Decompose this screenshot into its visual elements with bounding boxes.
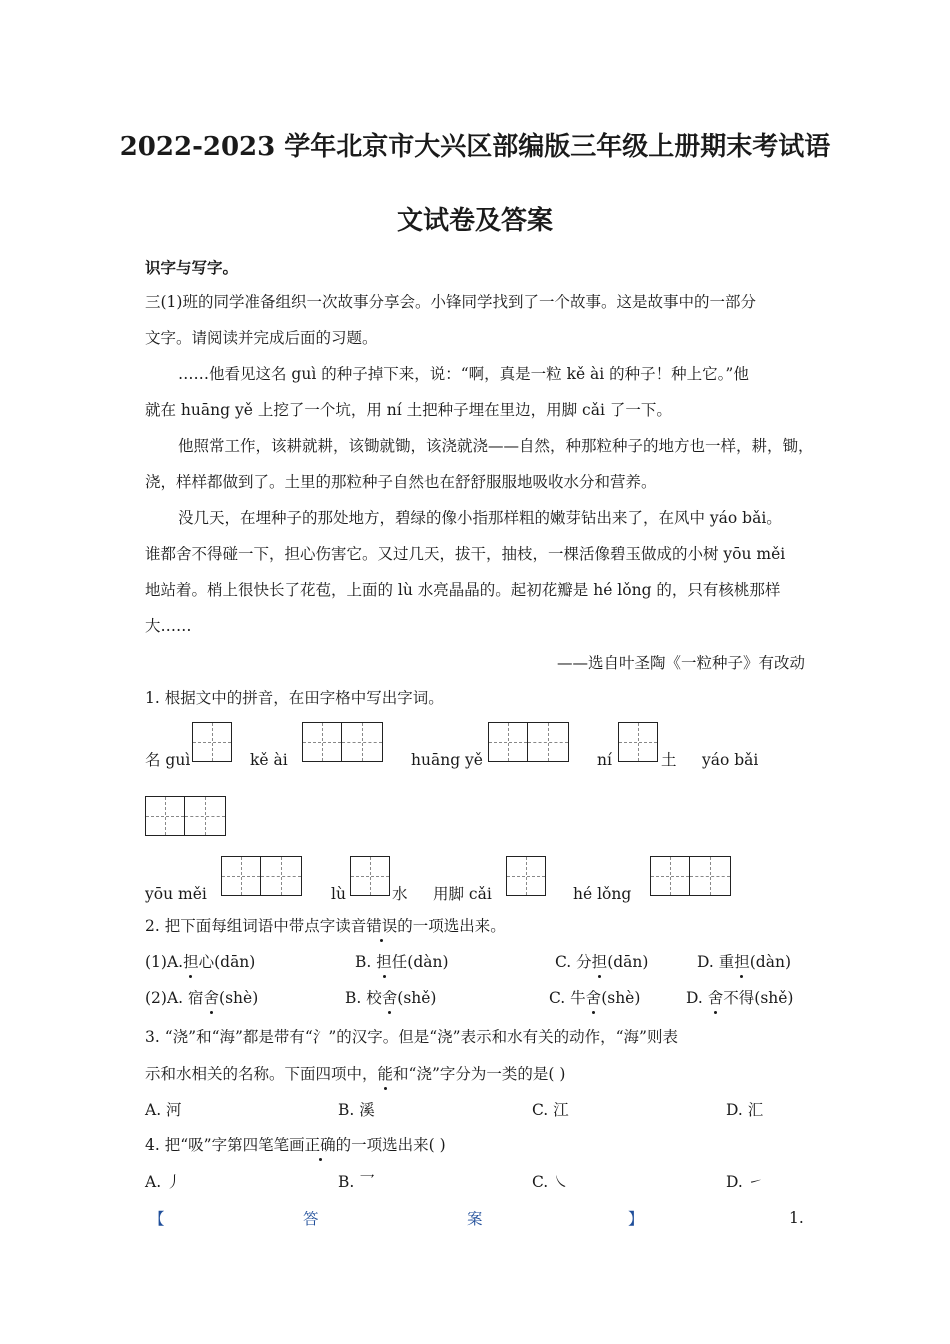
q3-stem-line-1: 3. “浇”和“海”都是带有“氵”的汉字。但是“浇”表示和水有关的动作，“海”则表 [145,1028,678,1046]
q2-g2-d-prefix: D. [686,989,703,1007]
q3-stem-after: 和“浇”字分为一类的是( ) [393,1065,566,1083]
q2-g2-d-dot: 舍 [707,989,724,1007]
q1-a-label: 名 guì [145,751,191,769]
q4-option-b[interactable]: B. 乛 [338,1173,375,1191]
q1-b-grid[interactable] [302,722,383,762]
q1-g-suffix: 水 [392,885,408,903]
q4-option-c[interactable]: C. ㇏ [532,1173,569,1191]
intro-line-1: 三(1)班的同学准备组织一次故事分享会。小锋同学找到了一个故事。这是故事中的一部分 [145,293,756,311]
q2-g1-a-dot: 担 [183,953,199,971]
q2-g1-d[interactable] [697,952,791,972]
q2-g1-a[interactable] [145,952,255,972]
q2-g2-a-dot: 舍 [203,989,220,1007]
q1-d-suffix: 土 [661,751,677,769]
q2-g1-d-rest: (dàn) [749,953,791,971]
q1-h-label: 用脚 cǎi [433,885,492,903]
q2-g1-c-dot: 担 [591,953,608,971]
q1-d-label: ní [597,751,612,769]
passage-p3-line-1: 没几天，在埋种子的那处地方，碧绿的像小指那样粗的嫩芽钻出来了，在风中 yáo bǎi。 [178,509,782,527]
q1-i-grid[interactable] [650,856,731,896]
passage-p1-line-1: ……他看见这名 guì 的种子掉下来，说：“啊，真是一粒 kě ài 的种子！种上它。”他 [178,365,749,383]
answer-char-2: 案 [467,1210,483,1228]
q2-g2-a-rest: (shè) [219,989,259,1007]
q2-g2-c-rest: (shè) [601,989,641,1007]
q2-g2-b-rest: (shě) [397,989,437,1007]
q1-i-label: hé lǒng [573,885,632,903]
passage-p3-line-3: 地站着。梢上很快长了花苞，上面的 lù 水亮晶晶的。起初花瓣是 hé lǒng 的，只有核桃那样 [145,581,781,599]
q1-b-label: kě ài [250,751,288,769]
q3-option-d[interactable]: D. 汇 [726,1101,764,1119]
q3-stem-line-2 [145,1064,565,1084]
q1-f-label: yōu měi [145,885,207,903]
q4-stem-after: 的一项选出来( ) [335,1136,446,1154]
q2-stem-after: 的一项选出来。 [397,917,506,935]
q1-stem: 1. 根据文中的拼音，在田字格中写出字词。 [145,689,444,707]
q4-option-a[interactable]: A. 丿 [145,1173,182,1191]
q1-c-label: huāng yě [411,751,483,769]
q2-g1-b-prefix: B. [355,953,372,971]
intro-line-2: 文字。请阅读并完成后面的习题。 [145,329,378,347]
answer-number: 1. [789,1209,804,1227]
q1-g-grid[interactable] [350,856,390,896]
q2-g1-b-rest: 任(dàn) [391,953,449,971]
q1-e-grid[interactable] [145,796,226,836]
q3-option-c[interactable]: C. 江 [532,1101,569,1119]
q1-d-grid[interactable] [618,722,658,762]
q2-g2-label: (2)A. 宿 [145,989,204,1007]
q1-c-grid[interactable] [488,722,569,762]
q4-stem [145,1135,446,1155]
answer-char-1: 答 [303,1210,319,1228]
q2-g2-c-dot: 舍 [585,989,602,1007]
q4-stem-dotted: 正确 [304,1136,336,1154]
q2-g1-c-rest: (dān) [607,953,649,971]
q2-g1-d-dot: 担 [734,953,750,971]
q1-h-grid[interactable] [506,856,546,896]
answer-bracket-close: 】 [628,1210,644,1228]
q1-a-grid[interactable] [192,722,232,762]
passage-p3-line-4: 大…… [145,617,192,635]
q2-g1-label: (1)A. [145,953,184,971]
title-line-1: 2022-2023 学年北京市大兴区部编版三年级上册期末考试语 [119,132,831,162]
passage-p2-line-1: 他照常工作，该耕就耕，该锄就锄，该浇就浇——自然，种那粒种子的地方也一样，耕，锄， [178,437,814,455]
passage-p1-line-2: 就在 huāng yě 上挖了一个坑，用 ní 土把种子埋在里边，用脚 cǎi 了一下。 [145,401,672,419]
q3-stem-dotted: 能 [377,1065,394,1083]
q4-option-d[interactable]: D. ㇀ [726,1173,764,1191]
q2-g2-c-prefix: C. 牛 [549,989,586,1007]
q2-g1-b[interactable] [355,952,449,972]
q2-g1-b-dot: 担 [376,953,392,971]
passage-p2-line-2: 浇，样样都做到了。土里的那粒种子自然也在舒舒服服地吸收水分和营养。 [145,473,657,491]
q2-g2-b[interactable] [345,988,436,1008]
q3-option-a[interactable]: A. 河 [145,1101,182,1119]
q2-g2-b-prefix: B. 校 [345,989,382,1007]
passage-source: ——选自叶圣陶《一粒种子》有改动 [556,654,805,672]
q2-g2-b-dot: 舍 [381,989,398,1007]
q2-g2-a[interactable] [145,988,258,1008]
q4-stem-before: 4. 把“吸”字第四笔笔画 [145,1136,305,1154]
q3-option-b[interactable]: B. 溪 [338,1101,375,1119]
q2-stem-dotted: 错误 [366,917,398,935]
q2-g1-c-prefix: C. 分 [555,953,592,971]
q3-stem-before: 示和水相关的名称。下面四项中， [145,1065,378,1083]
q2-g2-d-rest: 不得(shě) [723,989,794,1007]
q1-g-label: lù [331,885,346,903]
q2-g1-c[interactable] [555,952,648,972]
q2-stem-before: 2. 把下面每组词语中带点字读音 [145,917,367,935]
q2-g1-a-rest: 心(dān) [198,953,256,971]
section-heading: 识字与写字。 [145,258,239,277]
title-line-2: 文试卷及答案 [396,206,553,236]
q2-g1-d-prefix: D. 重 [697,953,735,971]
passage-p3-line-2: 谁都舍不得碰一下，担心伤害它。又过几天，拔干，抽枝，一棵活像碧玉做成的小树 yōu měi [145,545,786,563]
q2-stem [145,916,506,936]
q1-e-label: yáo bǎi [702,751,759,769]
q1-f-grid[interactable] [221,856,302,896]
q2-g2-d[interactable] [686,988,793,1008]
q2-g2-c[interactable] [549,988,640,1008]
answer-bracket-open: 【 [149,1210,165,1228]
